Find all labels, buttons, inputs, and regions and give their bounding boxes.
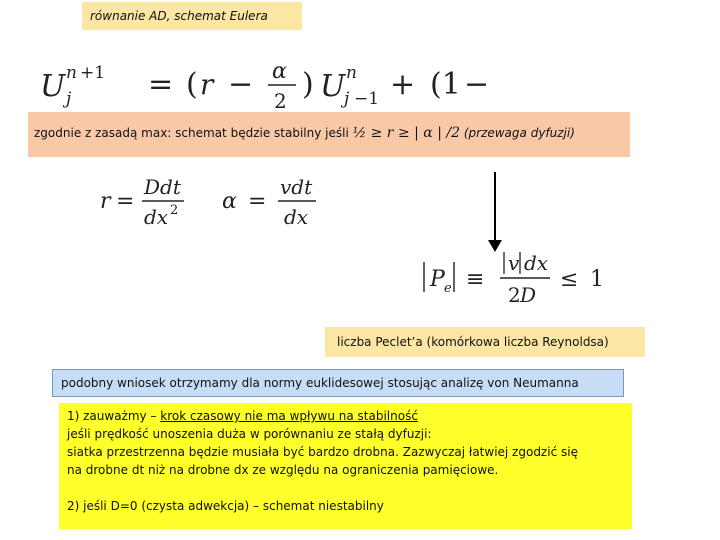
- svg-text:α: α: [222, 189, 237, 214]
- conclusion-line-5: 2) jeśli D=0 (czysta adwekcja) – schemat niestabilny: [67, 499, 384, 513]
- svg-text:1: 1: [590, 267, 604, 292]
- conclusion-line-1: [67, 407, 624, 425]
- svg-text:v: v: [508, 251, 520, 275]
- svg-text:j: j: [66, 89, 72, 109]
- svg-text:n: n: [66, 63, 77, 83]
- von-neumann-note-box: podobny wniosek otrzymamy dla normy euklidesowej stosując analizę von Neumanna: [52, 369, 624, 397]
- svg-text:+: +: [390, 67, 416, 102]
- conclusion-line-2: jeśli prędkość unoszenia duża w porównaniu ze stałą dyfuzji:: [67, 427, 432, 441]
- conclusion-line-1-prefix: 1) zauważmy –: [67, 409, 161, 423]
- svg-text:=: =: [148, 67, 174, 102]
- arrow-shaft: [494, 172, 496, 242]
- svg-text:−1: −1: [354, 89, 380, 109]
- svg-text:): ): [302, 67, 314, 102]
- svg-text:α: α: [272, 59, 287, 84]
- condition-formula: ½ ≥ r ≥ | α | /2: [352, 125, 460, 141]
- svg-text:(: (: [186, 67, 198, 102]
- svg-text:≤: ≤: [560, 267, 579, 292]
- conclusion-spacer: [67, 479, 624, 497]
- svg-text:r: r: [100, 189, 111, 214]
- svg-text:dx: dx: [144, 205, 169, 229]
- svg-text:2: 2: [170, 203, 179, 218]
- svg-text:=: =: [116, 189, 135, 214]
- conclusion-line-1-underlined: krok czasowy nie ma wpływu na stabilność: [160, 409, 418, 423]
- svg-text:n: n: [346, 63, 357, 83]
- svg-text:≡: ≡: [466, 267, 485, 292]
- svg-text:dx: dx: [284, 205, 309, 229]
- svg-text:−: −: [464, 67, 490, 102]
- stability-condition-box: [28, 112, 630, 157]
- svg-text:Ddt: Ddt: [144, 175, 181, 199]
- svg-text:U: U: [320, 69, 346, 104]
- slide-title: równanie AD, schemat Eulera: [82, 2, 302, 30]
- svg-text:2: 2: [274, 89, 287, 110]
- condition-lead-text: zgodnie z zasadą max: schemat będzie stabilny jeśli: [34, 126, 349, 140]
- svg-text:(1: (1: [430, 67, 461, 102]
- svg-text:dx: dx: [524, 251, 549, 275]
- svg-text:2: 2: [508, 283, 521, 307]
- svg-text:P: P: [430, 267, 445, 292]
- svg-text:+1: +1: [80, 63, 106, 83]
- peclet-number-equation: [420, 248, 640, 310]
- parameter-definitions-equation: [100, 170, 350, 232]
- svg-text:−: −: [228, 67, 254, 102]
- conclusions-box: [59, 403, 632, 529]
- condition-note: (przewaga dyfuzji): [463, 126, 575, 140]
- svg-text:r: r: [200, 68, 214, 101]
- svg-text:U: U: [40, 69, 66, 104]
- svg-text:j: j: [344, 89, 350, 109]
- svg-text:D: D: [520, 283, 537, 307]
- svg-text:vdt: vdt: [280, 175, 313, 199]
- peclet-label-box: liczba Peclet’a (komórkowa liczba Reynoldsa): [325, 327, 645, 357]
- conclusion-line-4: na drobne dt niż na drobne dx ze względu na ograniczenia pamięciowe.: [67, 463, 499, 477]
- svg-text:=: =: [248, 189, 267, 214]
- svg-text:e: e: [444, 281, 452, 296]
- conclusion-line-3: siatka przestrzenna będzie musiała być bardzo drobna. Zazwyczaj łatwiej zgodzić się: [67, 445, 578, 459]
- euler-scheme-equation: [40, 52, 540, 110]
